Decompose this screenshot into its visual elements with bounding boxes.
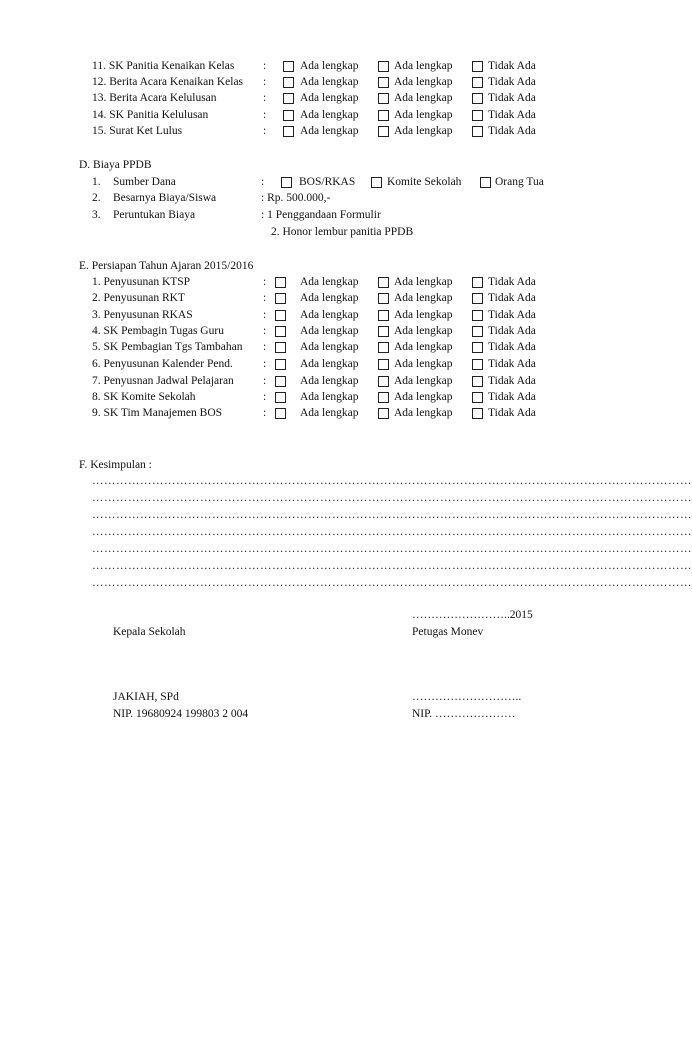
section-c-row-13-checkbox-ada-1[interactable] <box>283 93 294 104</box>
section-c-row-11-checkbox-ada-2[interactable] <box>378 61 389 72</box>
section-c-row-11-option-tidak: Tidak Ada <box>488 60 536 72</box>
section-c-row-13-label: 13. Berita Acara Kelulusan <box>92 92 217 104</box>
section-e-row-3-option-ada-2: Ada lengkap <box>394 309 453 321</box>
section-e-row-3-checkbox-ada-2[interactable] <box>378 310 389 321</box>
signature-right-role: Petugas Monev <box>412 626 484 638</box>
conclusion-dotted-line-4[interactable]: …………………………………………………………………………………………………………………………………… <box>92 526 692 538</box>
section-d-item-1-number: 1. <box>92 176 101 188</box>
section-c-row-14-checkbox-tidak[interactable] <box>472 110 483 121</box>
conclusion-dotted-line-7[interactable]: …………………………………………………………………………………………………………………………………… <box>92 577 692 589</box>
funding-option-orang-tua: Orang Tua <box>495 176 544 188</box>
section-e-row-3-option-ada-1: Ada lengkap <box>300 309 359 321</box>
section-e-row-5-option-ada-2: Ada lengkap <box>394 341 453 353</box>
section-d-item-1-label: Sumber Dana <box>113 176 176 188</box>
section-e-row-2-label: 2. Penyusunan RKT <box>92 292 185 304</box>
section-e-row-2-checkbox-tidak[interactable] <box>472 293 483 304</box>
funding-option-bos: BOS/RKAS <box>299 176 356 188</box>
section-e-row-8-checkbox-ada-1[interactable] <box>275 392 286 403</box>
section-d-item-3-extra: 2. Honor lembur panitia PPDB <box>271 226 414 238</box>
section-d-item-2-value: : Rp. 500.000,- <box>261 192 331 204</box>
section-c-row-14-option-ada-2: Ada lengkap <box>394 109 453 121</box>
section-e-row-2-checkbox-ada-2[interactable] <box>378 293 389 304</box>
section-e-row-8-option-ada-2: Ada lengkap <box>394 391 453 403</box>
section-c-row-15-checkbox-tidak[interactable] <box>472 126 483 137</box>
signature-right-nip: NIP. ………………… <box>412 708 516 720</box>
section-c-row-11-option-ada-1: Ada lengkap <box>300 60 359 72</box>
section-c-row-11-colon: : <box>263 60 267 72</box>
section-c-row-15-option-ada-2: Ada lengkap <box>394 125 453 137</box>
section-c-row-13-colon: : <box>263 92 267 104</box>
section-c-row-15-option-ada-1: Ada lengkap <box>300 125 359 137</box>
section-e-row-3-option-tidak: Tidak Ada <box>488 309 536 321</box>
section-e-row-8-checkbox-ada-2[interactable] <box>378 392 389 403</box>
section-c-row-12-option-ada-1: Ada lengkap <box>300 76 359 88</box>
section-e-row-7-option-tidak: Tidak Ada <box>488 375 536 387</box>
section-c-row-15-option-tidak: Tidak Ada <box>488 125 536 137</box>
section-d-item-1-value: : <box>261 176 265 188</box>
section-e-row-8-option-ada-1: Ada lengkap <box>300 391 359 403</box>
signature-left-role: Kepala Sekolah <box>113 626 186 638</box>
section-c-row-12-option-ada-2: Ada lengkap <box>394 76 453 88</box>
section-c-row-13-checkbox-ada-2[interactable] <box>378 93 389 104</box>
section-e-row-3-checkbox-tidak[interactable] <box>472 310 483 321</box>
section-e-row-1-checkbox-ada-2[interactable] <box>378 277 389 288</box>
conclusion-dotted-line-5[interactable]: …………………………………………………………………………………………………………………………………… <box>92 543 692 555</box>
section-c-row-12-checkbox-tidak[interactable] <box>472 77 483 88</box>
section-c-row-14-checkbox-ada-1[interactable] <box>283 110 294 121</box>
section-c-row-14-checkbox-ada-2[interactable] <box>378 110 389 121</box>
conclusion-dotted-line-1[interactable]: …………………………………………………………………………………………………………………………………… <box>92 475 692 487</box>
conclusion-dotted-line-3[interactable]: …………………………………………………………………………………………………………………………………… <box>92 509 692 521</box>
section-e-row-5-checkbox-ada-1[interactable] <box>275 342 286 353</box>
section-e-row-8-checkbox-tidak[interactable] <box>472 392 483 403</box>
section-e-row-6-label: 6. Penyusunan Kalender Pend. <box>92 358 233 370</box>
conclusion-dotted-line-6[interactable]: …………………………………………………………………………………………………………………………………… <box>92 560 692 572</box>
section-e-row-1-option-ada-2: Ada lengkap <box>394 276 453 288</box>
section-e-row-4-colon: : <box>263 325 267 337</box>
section-e-row-1-checkbox-ada-1[interactable] <box>275 277 286 288</box>
section-e-row-9-colon: : <box>263 407 267 419</box>
section-e-row-3-checkbox-ada-1[interactable] <box>275 310 286 321</box>
section-e-row-6-option-ada-1: Ada lengkap <box>300 358 359 370</box>
section-e-row-9-label: 9. SK Tim Manajemen BOS <box>92 407 223 419</box>
section-e-row-5-option-tidak: Tidak Ada <box>488 341 536 353</box>
section-e-row-9-option-tidak: Tidak Ada <box>488 407 536 419</box>
section-e-row-1-label: 1. Penyusunan KTSP <box>92 276 191 288</box>
section-d-item-2-label: Besarnya Biaya/Siswa <box>113 192 217 204</box>
section-e-row-5-checkbox-ada-2[interactable] <box>378 342 389 353</box>
funding-option-komite: Komite Sekolah <box>387 176 462 188</box>
signature-date: ……………………..2015 <box>412 609 533 621</box>
section-c-row-13-option-ada-1: Ada lengkap <box>300 92 359 104</box>
section-e-row-1-checkbox-tidak[interactable] <box>472 277 483 288</box>
section-e-row-7-checkbox-tidak[interactable] <box>472 376 483 387</box>
section-d-item-3-number: 3. <box>92 209 101 221</box>
funding-checkbox-bos[interactable] <box>281 177 292 188</box>
section-e-row-6-option-tidak: Tidak Ada <box>488 358 536 370</box>
section-e-row-9-checkbox-tidak[interactable] <box>472 408 483 419</box>
section-c-row-14-colon: : <box>263 109 267 121</box>
section-d-title: D. Biaya PPDB <box>79 159 152 171</box>
section-c-row-14-option-tidak: Tidak Ada <box>488 109 536 121</box>
section-e-row-7-checkbox-ada-1[interactable] <box>275 376 286 387</box>
section-c-row-13-checkbox-tidak[interactable] <box>472 93 483 104</box>
section-c-row-12-label: 12. Berita Acara Kenaikan Kelas <box>92 76 244 88</box>
section-e-row-2-option-ada-1: Ada lengkap <box>300 292 359 304</box>
section-c-row-15-label: 15. Surat Ket Lulus <box>92 125 183 137</box>
section-e-row-5-option-ada-1: Ada lengkap <box>300 341 359 353</box>
section-c-row-13-option-ada-2: Ada lengkap <box>394 92 453 104</box>
section-e-row-7-label: 7. Penyusnan Jadwal Pelajaran <box>92 375 234 387</box>
section-e-row-4-checkbox-ada-1[interactable] <box>275 326 286 337</box>
section-e-row-4-option-ada-1: Ada lengkap <box>300 325 359 337</box>
section-c-row-12-option-tidak: Tidak Ada <box>488 76 536 88</box>
section-e-row-2-colon: : <box>263 292 267 304</box>
section-e-row-6-checkbox-ada-2[interactable] <box>378 359 389 370</box>
section-c-row-11-checkbox-tidak[interactable] <box>472 61 483 72</box>
section-e-title: E. Persiapan Tahun Ajaran 2015/2016 <box>79 260 254 272</box>
section-e-row-6-checkbox-ada-1[interactable] <box>275 359 286 370</box>
section-e-row-8-label: 8. SK Komite Sekolah <box>92 391 196 403</box>
section-e-row-4-checkbox-tidak[interactable] <box>472 326 483 337</box>
section-e-row-2-option-ada-2: Ada lengkap <box>394 292 453 304</box>
section-e-row-4-label: 4. SK Pembagin Tugas Guru <box>92 325 224 337</box>
funding-checkbox-komite[interactable] <box>371 177 382 188</box>
conclusion-dotted-line-2[interactable]: …………………………………………………………………………………………………………………………………… <box>92 492 692 504</box>
section-e-row-7-option-ada-2: Ada lengkap <box>394 375 453 387</box>
section-c-row-15-checkbox-ada-2[interactable] <box>378 126 389 137</box>
signature-left-nip: NIP. 19680924 199803 2 004 <box>113 708 249 720</box>
section-e-row-4-checkbox-ada-2[interactable] <box>378 326 389 337</box>
funding-checkbox-orang-tua[interactable] <box>480 177 491 188</box>
section-e-row-9-checkbox-ada-2[interactable] <box>378 408 389 419</box>
section-c-row-12-colon: : <box>263 76 267 88</box>
section-c-row-14-label: 14. SK Panitia Kelulusan <box>92 109 209 121</box>
section-e-row-2-checkbox-ada-1[interactable] <box>275 293 286 304</box>
section-e-row-5-label: 5. SK Pembagian Tgs Tambahan <box>92 341 243 353</box>
section-e-row-1-option-ada-1: Ada lengkap <box>300 276 359 288</box>
section-e-row-8-option-tidak: Tidak Ada <box>488 391 536 403</box>
section-e-row-8-colon: : <box>263 391 267 403</box>
section-f-title: F. Kesimpulan : <box>79 459 152 471</box>
section-c-row-11-label: 11. SK Panitia Kenaikan Kelas <box>92 60 235 72</box>
section-c-row-14-option-ada-1: Ada lengkap <box>300 109 359 121</box>
section-d-item-3-value: : 1 Penggandaan Formulir <box>261 209 381 221</box>
section-e-row-7-colon: : <box>263 375 267 387</box>
section-e-row-9-option-ada-2: Ada lengkap <box>394 407 453 419</box>
signature-right-name: ……………………….. <box>412 691 522 703</box>
section-e-row-6-checkbox-tidak[interactable] <box>472 359 483 370</box>
section-e-row-3-label: 3. Penyusunan RKAS <box>92 309 193 321</box>
section-c-row-11-option-ada-2: Ada lengkap <box>394 60 453 72</box>
section-e-row-4-option-ada-2: Ada lengkap <box>394 325 453 337</box>
section-c-row-15-checkbox-ada-1[interactable] <box>283 126 294 137</box>
section-e-row-2-option-tidak: Tidak Ada <box>488 292 536 304</box>
section-e-row-9-option-ada-1: Ada lengkap <box>300 407 359 419</box>
signature-left-name: JAKIAH, SPd <box>113 691 179 703</box>
section-c-row-11-checkbox-ada-1[interactable] <box>283 61 294 72</box>
section-d-item-2-number: 2. <box>92 192 101 204</box>
section-c-row-12-checkbox-ada-2[interactable] <box>378 77 389 88</box>
section-e-row-5-colon: : <box>263 341 267 353</box>
section-e-row-1-option-tidak: Tidak Ada <box>488 276 536 288</box>
section-e-row-5-checkbox-tidak[interactable] <box>472 342 483 353</box>
section-e-row-3-colon: : <box>263 309 267 321</box>
section-d-item-3-label: Peruntukan Biaya <box>113 209 196 221</box>
section-c-row-12-checkbox-ada-1[interactable] <box>283 77 294 88</box>
section-e-row-4-option-tidak: Tidak Ada <box>488 325 536 337</box>
section-c-row-13-option-tidak: Tidak Ada <box>488 92 536 104</box>
section-e-row-7-checkbox-ada-2[interactable] <box>378 376 389 387</box>
section-c-row-15-colon: : <box>263 125 267 137</box>
section-e-row-7-option-ada-1: Ada lengkap <box>300 375 359 387</box>
section-e-row-6-option-ada-2: Ada lengkap <box>394 358 453 370</box>
section-e-row-6-colon: : <box>263 358 267 370</box>
section-e-row-1-colon: : <box>263 276 267 288</box>
section-e-row-9-checkbox-ada-1[interactable] <box>275 408 286 419</box>
